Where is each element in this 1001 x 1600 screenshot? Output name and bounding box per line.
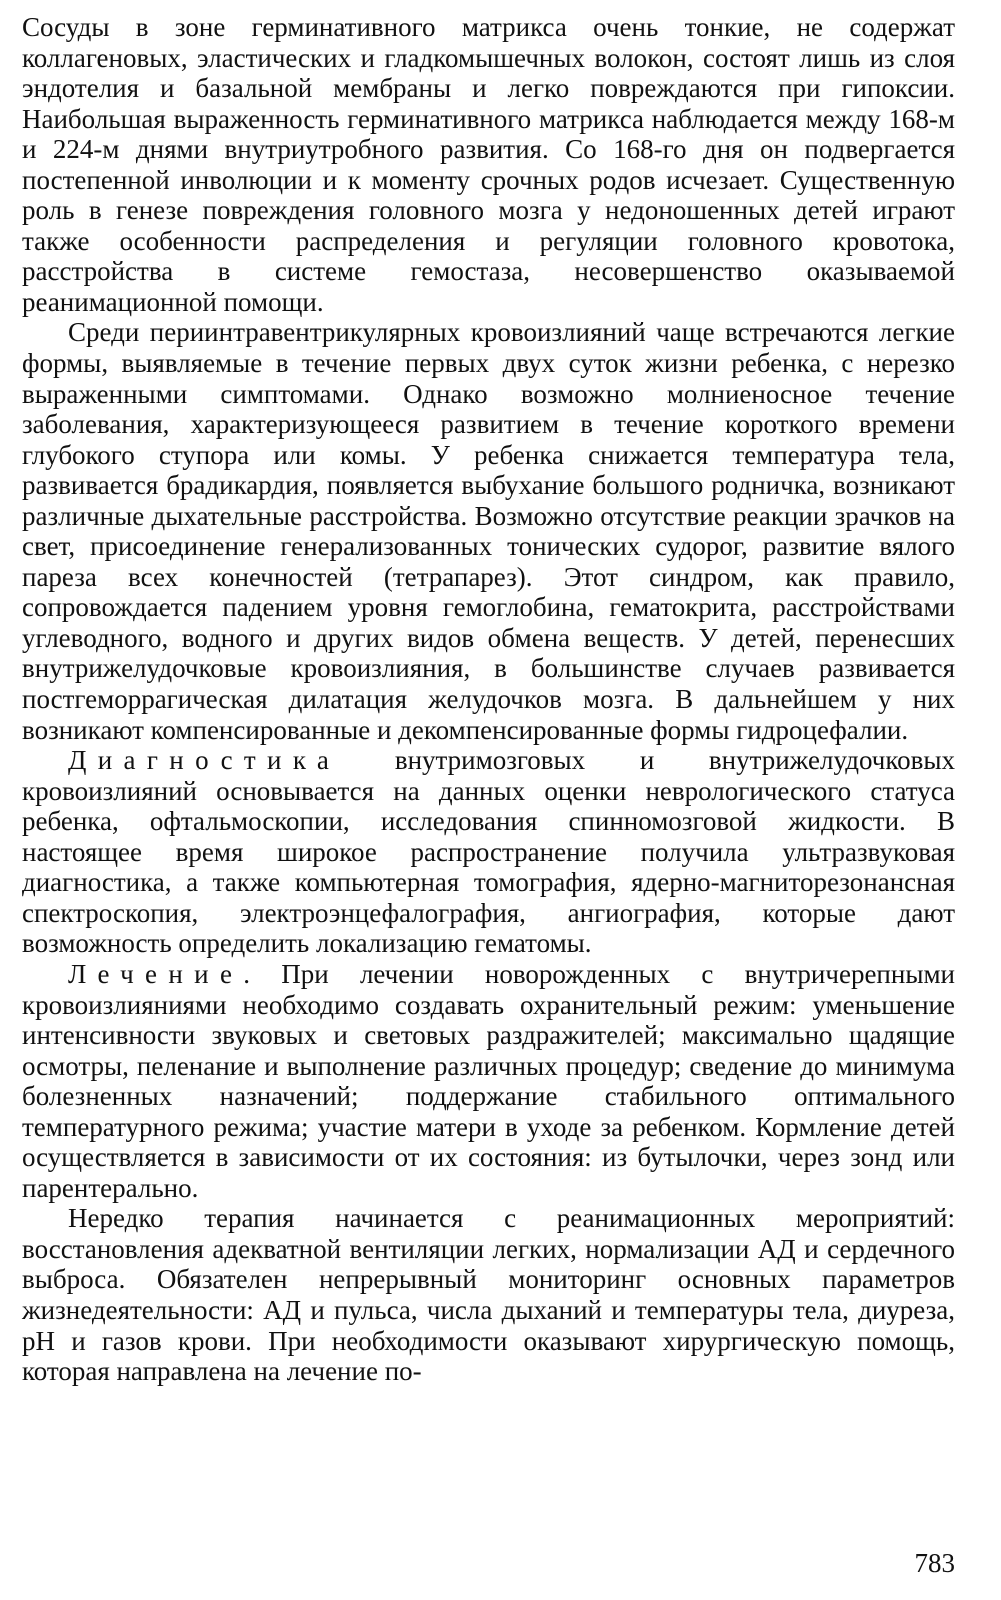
page-body xyxy=(22,12,955,1387)
paragraph-text: Среди периинтравентрикулярных кровоизлияний чаще встречаются легкие формы, выявляемые в течение первых двух суток жизни ребенка, с нерезко выраженными симптомами. Однако возможно молниеносное течение заболевания, характеризующееся развитием в течение короткого времени глубокого ступора или комы. У ребенка снижается температура тела, развивается брадикардия, появляется выбухание большого родничка, возникают различные дыхательные расстройства. Возможно отсутствие реакции зрачков на свет, присоединение генерализованных тонических судорог, развитие вялого пареза всех конечностей (тетрапарез). Этот синдром, как правило, сопровождается падением уровня гемоглобина, гематокрита, расстройствами углеводного, водного и других видов обмена веществ. У детей, перенесших внутрижелудочковые кровоизлияния, в большинстве случаев развивается постгеморрагическая дилатация желудочков мозга. В дальнейшем у них возникают компенсированные и декомпенсированные формы гидроцефалии. xyxy=(22,317,955,745)
page-number: 783 xyxy=(914,1548,955,1578)
paragraph-text: Сосуды в зоне герминативного матрикса очень тонкие, не содержат коллагеновых, эластических и гладкомышечных волокон, состоят лишь из слоя эндотелия и базальной мембраны и легко повреждаются при гипоксии. Наибольшая выраженность герминативного матрикса наблюдается между 168-м и 224-м днями внутриутробного развития. Со 168-го дня он подвергается постепенной инволюции и к моменту срочных родов исчезает. Существенную роль в генезе повреждения головного мозга у недоношенных детей играют также особенности распределения и регуляции головного кровотока, расстройства в системе гемостаза, несовершенство оказываемой реанимационной помощи. xyxy=(22,12,955,317)
section-lead-treatment: Лечение xyxy=(68,958,244,989)
section-lead-diagnostics: Диагностика xyxy=(68,745,341,776)
paragraph-hemorrhage-forms xyxy=(22,317,955,745)
paragraph-resuscitation xyxy=(22,1203,955,1386)
paragraph-treatment xyxy=(22,959,955,1203)
paragraph-text: Нередко терапия начинается с реанимационных мероприятий: восстановления адекватной вентиляции легких, нормализации АД и сердечного выброса. Обязателен непрерывный мониторинг основных параметров жизнедеятельности: АД и пульса, числа дыханий и температуры тела, диуреза, рН и газов крови. При необходимости оказывают хирургическую помощь, которая направлена на лечение по- xyxy=(22,1203,955,1387)
paragraph-germinal-matrix xyxy=(22,12,955,317)
paragraph-diagnostics xyxy=(22,745,955,959)
paragraph-text: внутримозговых и внутрижелудочковых кровоизлияний основывается на данных оценки неврологического статуса ребенка, офтальмоскопии, исследования спинномозговой жидкости. В настоящее время широкое распространение получила ультразвуковая диагностика, а также компьютерная томография, ядерно-магниторезонансная спектроскопия, электроэнцефалография, ангиография, которые дают возможность определить локализацию гематомы. xyxy=(22,745,955,959)
paragraph-text: . При лечении новорожденных с внутричерепными кровоизлияниями необходимо создавать охранительный режим: уменьшение интенсивности звуковых и световых раздражителей; максимально щадящие осмотры, пеленание и выполнение различных процедур; сведение до минимума болезненных назначений; поддержание стабильного оптимального температурного режима; участие матери в уходе за ребенком. Кормление детей осуществляется в зависимости от их состояния: из бутылочки, через зонд или парентерально. xyxy=(22,958,955,1203)
